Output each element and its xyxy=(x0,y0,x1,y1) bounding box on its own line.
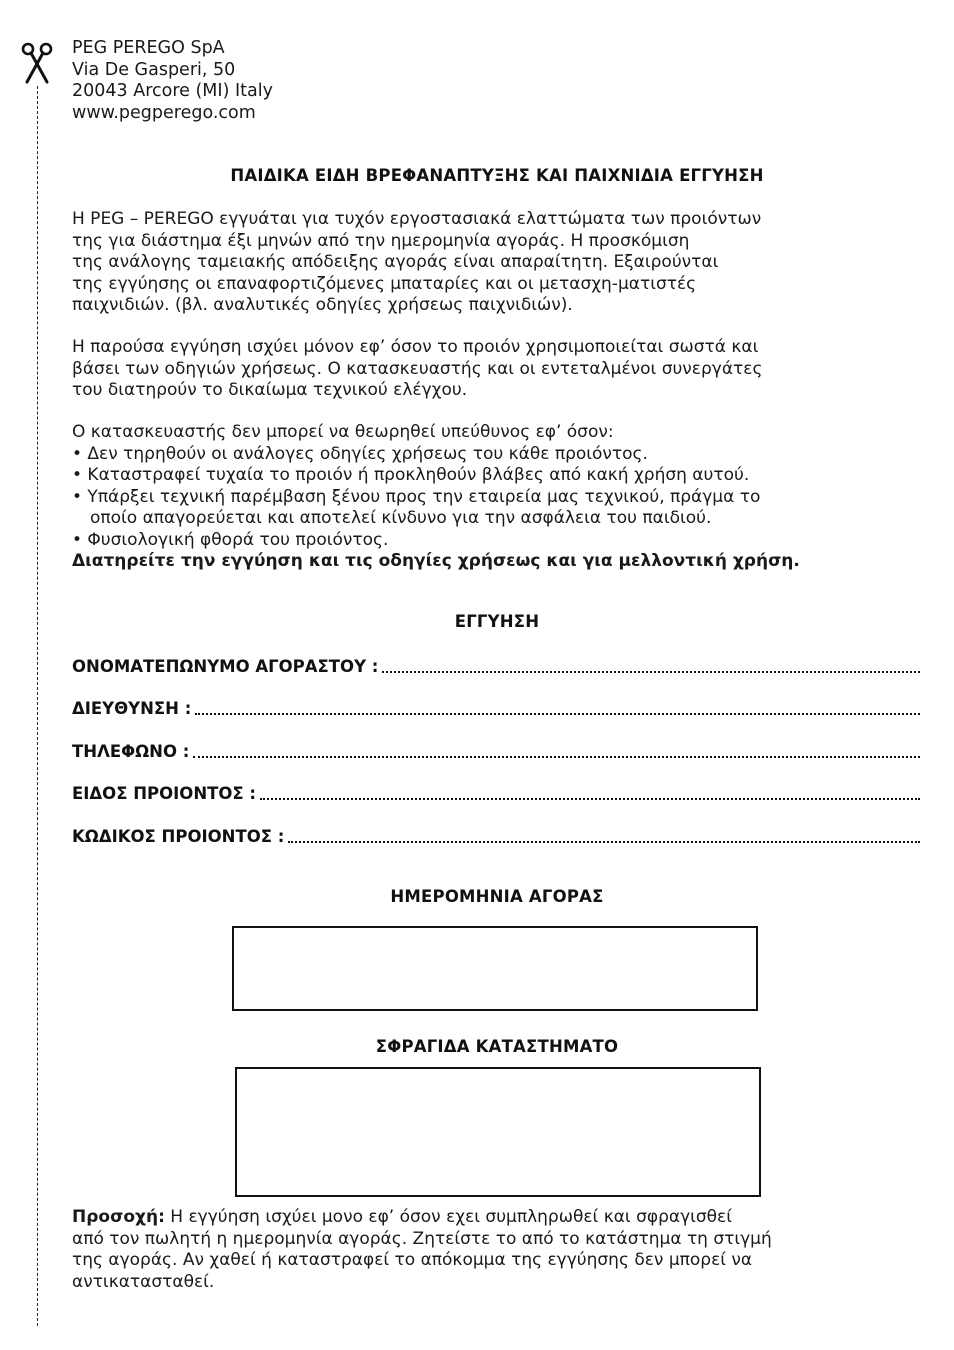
address-label: ΔΙΕΥΘΥΝΣΗ : xyxy=(72,699,192,718)
product-type-field[interactable] xyxy=(72,781,920,803)
liability-section xyxy=(72,422,922,573)
bullet-item-continuation: οποίο απαγορεύεται και αποτελεί κίνδυνο για την ασφάλεια του παιδιού. xyxy=(90,508,712,528)
product-code-field[interactable] xyxy=(72,824,920,846)
liability-intro: Ο κατασκευαστής δεν μπορεί να θεωρηθεί υπεύθυνος εφ’ όσον: xyxy=(72,422,614,442)
attention-note xyxy=(72,1207,922,1293)
text-line: του διατηρούν το δικαίωμα τεχνικού ελέγχου. xyxy=(72,380,468,400)
text-line: της αγοράς. Αν χαθεί ή καταστραφεί το απόκομμα της εγγύησης δεν μπορεί να xyxy=(72,1250,753,1270)
product-code-label: ΚΩΔΙΚΟΣ ΠΡΟΙΟΝΤΟΣ : xyxy=(72,827,285,846)
cut-line xyxy=(37,86,38,1326)
store-stamp-box[interactable] xyxy=(235,1067,761,1197)
text-line: της για διάστημα έξι μηνών από την ημερομηνία αγοράς. Η προσκόμιση xyxy=(72,230,690,251)
store-stamp-heading: ΣΦΡΑΓΙΔΑ ΚΑΤΑΣΤΗΜΑΤΟ xyxy=(375,1037,619,1056)
company-street: Via De Gasperi, 50 xyxy=(72,59,236,80)
keep-note: Διατηρείτε την εγγύηση και τις οδηγίες χρήσεως και για μελλοντική χρήση. xyxy=(72,551,800,571)
text-line: της ανάλογης ταμειακής απόδειξης αγοράς είναι απαραίτητη. Εξαιρούνται xyxy=(72,252,719,272)
buyer-name-field[interactable] xyxy=(72,654,920,676)
warranty-heading: ΕΓΓΥΗΣΗ xyxy=(454,612,540,631)
text-line: Η PEG – PEREGO εγγυάται για τυχόν εργοστασιακά ελαττώματα των προιόντων xyxy=(72,209,762,229)
dotted-line xyxy=(193,753,920,758)
purchase-date-heading: ΗΜΕΡΟΜΗΝΙΑ ΑΓΟΡΑΣ xyxy=(390,887,604,906)
text-line: από τον πωλητή η ημερομηνία αγοράς. Ζητείστε το από το κατάστημα τη στιγμή xyxy=(72,1228,772,1249)
address-field[interactable] xyxy=(72,696,920,718)
dotted-line xyxy=(382,668,920,673)
bullet-item: • Καταστραφεί τυχαία το προιόν ή προκληθούν βλάβες από κακή χρήση αυτού. xyxy=(72,465,750,485)
document-title: ΠΑΙΔΙΚΑ ΕΙΔΗ ΒΡΕΦΑΝΑΠΤΥΞΗΣ ΚΑΙ ΠΑΙΧΝΙΔΙΑ ΕΓΓΥΗΣΗ xyxy=(230,166,764,185)
dotted-line xyxy=(260,795,920,800)
purchase-date-box[interactable] xyxy=(232,926,758,1011)
text-line: βάσει των οδηγιών χρήσεως. Ο κατασκευαστής και οι εντεταλμένοι συνεργάτες xyxy=(72,358,763,379)
attention-text: Η εγγύηση ισχύει μονο εφ’ όσον εχει συμπληρωθεί και σφραγισθεί xyxy=(164,1207,732,1227)
dotted-line xyxy=(195,710,920,715)
company-address xyxy=(72,38,273,124)
bullet-item: • Δεν τηρηθούν οι ανάλογες οδηγίες χρήσεως του κάθε προιόντος. xyxy=(72,443,648,464)
text-line: της εγγύησης οι επαναφορτιζόμενες μπαταρίες και οι μετασχη-ματιστές xyxy=(72,273,697,294)
bullet-item: • Φυσιολογική φθορά του προιόντος. xyxy=(72,529,389,550)
product-type-label: ΕΙΔΟΣ ΠΡΟΙΟΝΤΟΣ : xyxy=(72,784,257,803)
warranty-paragraph xyxy=(72,209,922,317)
text-line: παιχνιδιών. (βλ. αναλυτικές οδηγίες χρήσεως παιχνιδιών). xyxy=(72,295,573,315)
attention-label: Προσοχή: xyxy=(72,1207,165,1227)
company-name: PEG PEREGO SpA xyxy=(72,38,225,58)
text-line: Η παρούσα εγγύηση ισχύει μόνον εφ’ όσον το προιόν χρησιμοποιείται σωστά και xyxy=(72,337,759,357)
phone-field[interactable] xyxy=(72,739,920,761)
bullet-item: • Υπάρξει τεχνική παρέμβαση ξένου προς την εταιρεία μας τεχνικού, πράγμα το xyxy=(72,486,761,507)
phone-label: ΤΗΛΕΦΩΝΟ : xyxy=(72,742,190,761)
dotted-line xyxy=(288,838,920,843)
text-line: αντικατασταθεί. xyxy=(72,1271,215,1292)
validity-paragraph xyxy=(72,337,922,402)
buyer-name-label: ΟΝΟΜΑΤΕΠΩΝΥΜΟ ΑΓΟΡΑΣΤΟΥ : xyxy=(72,657,379,676)
scissors-icon xyxy=(20,40,54,86)
company-city: 20043 Arcore (MI) Italy xyxy=(72,81,273,101)
company-website: www.pegperego.com xyxy=(72,102,256,123)
